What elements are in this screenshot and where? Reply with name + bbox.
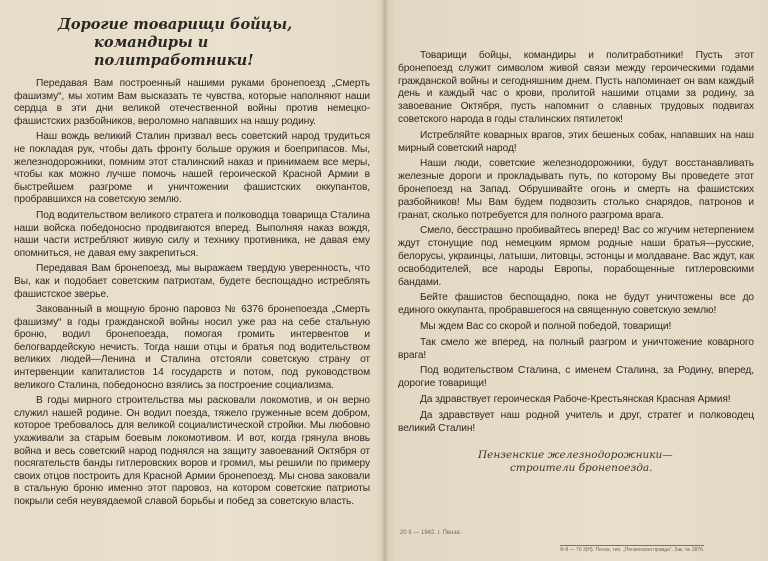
paragraph: Смело, бесстрашно пробивайтесь вперед! Вас со жгучим нетерпением ждут стонущие под немецким ярмом родные наши братья—русские, белорусы, украинцы, латыши, литовцы, эстонцы и молдаване. Вас ждут, как освободителей, все народы Европы, порабощенные гитлеровскими бандами. — [398, 225, 754, 288]
paragraph: Передавая Вам построенный нашими руками бронепоезд „Смерть фашизму“, мы хотим Вам высказать те чувства, которые наполняют наши сердца в эти дни великой отечественной войны против немецко-фашистских разбойников, вероломно напавших на нашу родину. — [14, 78, 370, 127]
paragraph: Закованный в мощную броню паровоз № 6376 бронепоезда „Смерть фашизму“ в годы гражданской войны носил уже раз на себе стальную броню, водил бронепоезда, помогая громить интервентов и белогвардейскую нечисть. Тогда наши отцы и братья под водительством великих людей—Ленина и Сталина отстояли советскую страну от интервенции капиталистов 14 государств и потом, под руководством великого Сталина, победоносно взялись за построение социализма. — [14, 304, 370, 391]
paragraph: Бейте фашистов беспощадно, пока не будут уничтожены все до единого оккупанта, пробравшегося на священную советскую землю! — [398, 292, 754, 317]
paragraph: Истребляйте коварных врагов, этих бешеных собак, напавших на наш мирный советский народ! — [398, 129, 754, 154]
signature-line-2: строители бронепоезда. — [510, 462, 653, 475]
center-fold — [382, 0, 388, 561]
paragraph: Товарищи бойцы, командиры и политработники! Пусть этот бронепоезд служит символом живой связи между героическими годами гражданской войны и сегодняшним днем. Пусть напоминает он вам каждый день и каждый час о крови, пролитой нашими отцами за родину, за завоевание Октября, пусть напомнит о славных трудовых подвигах советского народа в годы сталинских пятилеток! — [398, 50, 754, 125]
right-page — [398, 50, 754, 550]
signature-block — [398, 449, 754, 475]
paragraph: Передавая Вам бронепоезд, мы выражаем твердую уверенность, что Вы, как и подобает советским патриотам, будете беспощадно истреблять фашистское зверье. — [14, 263, 370, 300]
paragraph: Под водительством Сталина, с именем Сталина, за Родину, вперед, дорогие товарищи! — [398, 365, 754, 390]
paragraph: Да здравствует героическая Рабоче-Крестьянская Красная Армия! — [420, 393, 731, 405]
date-place: 20 II — 1942. г. Пенза. — [400, 530, 462, 536]
paragraph: Наши люди, советские железнодорожники, будут восстанавливать железные дороги и прокладывать путь, по которому Вы проведете этот бронепоезд на Запад. Обрушивайте огонь и смерть на фашистских разбойников! Мы Вам будем подвозить столько снарядов, патронов и гранат, сколько потребуется для полного разгрома врага. — [398, 158, 754, 221]
printer-imprint: Ф-8 — 70 3(H). Пенза, тип. „Пензенская правда“. Зак. № 2876. — [560, 547, 705, 553]
paragraph: Так смело же вперед, на полный разгром и уничтожение коварного врага! — [398, 336, 754, 361]
heading-line-2: командиры и политработники! — [94, 34, 254, 69]
paragraph: Наш вождь великий Сталин призвал весь советский народ трудиться не покладая рук, чтобы дать фронту больше оружия и боеприпасов. Мы, железнодорожники, помним этот сталинский наказ и принимаем все меры, чтобы как можно лучше помочь нашей героической Красной Армии в быстрейшем разгроме и уничтожении фашистских оккупантов, пробравшихся на советскую землю. — [14, 131, 370, 206]
left-page — [14, 10, 370, 550]
paragraph: Да здравствует наш родной учитель и друг, стратег и полководец великий Сталин! — [398, 409, 754, 434]
paragraph: Под водительством великого стратега и полководца товарища Сталина наши войска победоносно продвигаются вперед. Выполняя наказ вождя, наши части истребляют живую силу и технику противника, не давая ему опомниться, не давая ему закрепиться. — [14, 209, 370, 259]
signature-line-1: Пензенские железнодорожники— — [478, 449, 673, 462]
leaflet-heading — [14, 16, 370, 70]
heading-line-1: Дорогие товарищи бойцы, — [58, 16, 293, 33]
right-body — [398, 50, 754, 435]
left-body — [14, 78, 370, 509]
paragraph: Мы ждем Вас со скорой и полной победой, товарищи! — [420, 320, 672, 332]
paragraph: В годы мирного строительства мы расковали локомотив, и он верно служил нашей родине. Он водил поезда, тяжело груженные всем добром, которое требовалось для великой социалистической стройки. Мы любовно ухаживали за старым боевым локомотивом. И вот, когда грянула вновь война и весь советский народ поднялся на защиту завоеваний Октября от посягательств банды гитлеровских воров и громил, мы решили по примеру своих отцов построить для Красной Армии бронепоезд. Мы снова заковали в стальную броню именно этот паровоз, на котором советские патриоты покрыли себя неувядаемой славой борьбы и побед за советскую власть. — [14, 395, 370, 507]
